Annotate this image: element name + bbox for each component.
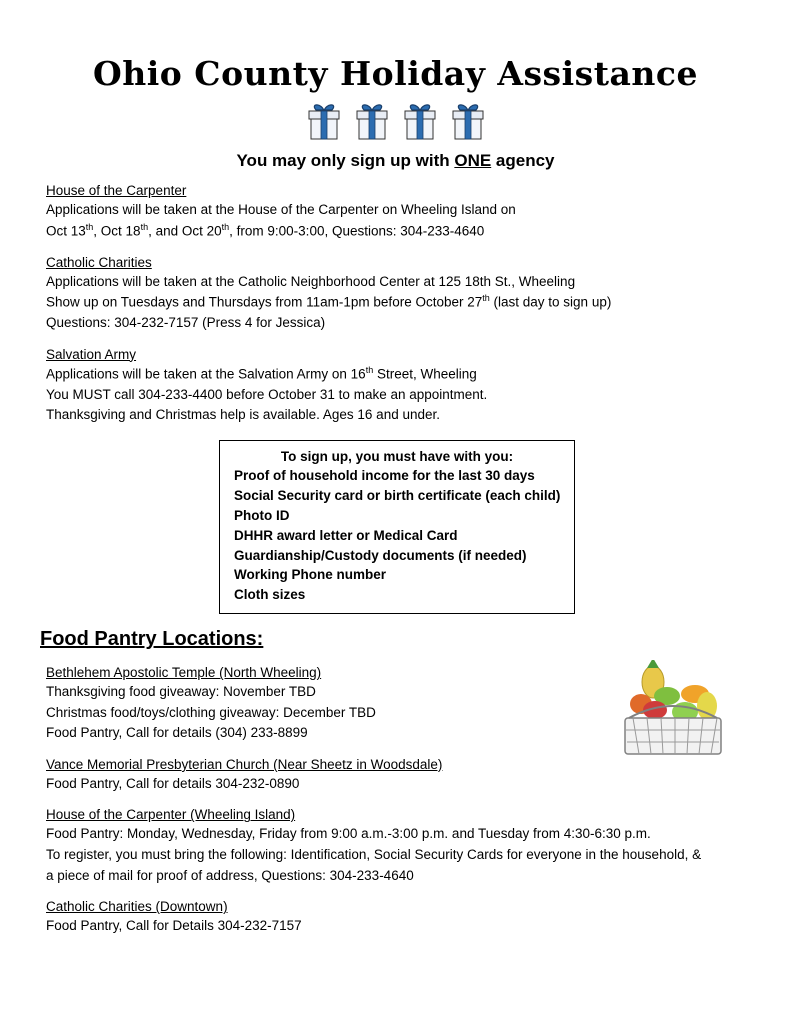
agency-line: Show up on Tuesdays and Thursdays from 11am-1pm before October 27th (last day to sign up) bbox=[46, 293, 612, 310]
pantry-line: To register, you must bring the following: Identification, Social Security Cards for everyone in the household, & bbox=[46, 846, 702, 862]
requirements-box bbox=[219, 440, 575, 615]
gift-box-icon bbox=[400, 101, 440, 145]
agency-section bbox=[46, 347, 745, 426]
pantry-line: Food Pantry, Call for Details 304-232-7157 bbox=[46, 918, 302, 934]
food-pantry-heading: Food Pantry Locations: bbox=[40, 628, 264, 651]
page-title: Ohio County Holiday Assistance bbox=[93, 54, 698, 93]
signup-notice-before: You may only sign up with bbox=[236, 151, 455, 170]
agency-line: Applications will be taken at the Salvation Army on 16th Street, Wheeling bbox=[46, 364, 477, 382]
agency-line: Applications will be taken at the House of the Carpenter on Wheeling Island on bbox=[46, 202, 516, 217]
gift-icon-row bbox=[46, 99, 745, 145]
gift-box-icon bbox=[448, 101, 488, 145]
agency-line: Oct 13th, Oct 18th, and Oct 20th, from 9:00-3:00, Questions: 304-233-4640 bbox=[46, 221, 485, 239]
agency-name: House of the Carpenter bbox=[46, 183, 187, 198]
signup-notice-after: agency bbox=[491, 151, 555, 170]
requirement-item: Cloth sizes bbox=[234, 587, 306, 603]
pantry-line: Food Pantry, Call for details 304-232-0890 bbox=[46, 775, 300, 791]
agency-name: Salvation Army bbox=[46, 346, 137, 362]
pantry-line: Food Pantry, Call for details (304) 233-8899 bbox=[46, 725, 308, 741]
pantry-name: Catholic Charities (Downtown) bbox=[46, 899, 228, 915]
pantry-location bbox=[46, 899, 745, 937]
requirements-title: To sign up, you must have with you: bbox=[280, 448, 514, 464]
requirement-item: DHHR award letter or Medical Card bbox=[234, 527, 458, 543]
pantry-line: Thanksgiving food giveaway: November TBD bbox=[46, 684, 316, 700]
agency-line: Applications will be taken at the Catholic Neighborhood Center at 125 18th St., Wheeling bbox=[46, 273, 576, 289]
gift-box-icon bbox=[352, 101, 392, 145]
agency-line: Thanksgiving and Christmas help is available. Ages 16 and under. bbox=[46, 407, 440, 423]
pantry-line: Food Pantry: Monday, Wednesday, Friday from 9:00 a.m.-3:00 p.m. and Tuesday from 4:30-6:30 p.m. bbox=[46, 826, 651, 842]
pantry-name: Bethlehem Apostolic Temple (North Wheeling) bbox=[46, 665, 322, 681]
requirement-item: Working Phone number bbox=[234, 567, 387, 583]
requirement-item: Social Security card or birth certificate (each child) bbox=[234, 487, 561, 503]
requirement-item: Photo ID bbox=[234, 507, 290, 523]
requirement-item: Guardianship/Custody documents (if needed) bbox=[234, 547, 527, 563]
requirement-item: Proof of household income for the last 30 days bbox=[234, 467, 535, 483]
agency-section bbox=[46, 255, 745, 334]
signup-notice-emphasis: ONE bbox=[454, 151, 492, 170]
pantry-name: House of the Carpenter (Wheeling Island) bbox=[46, 807, 296, 823]
pantry-name: Vance Memorial Presbyterian Church (Near Sheetz in Woodsdale) bbox=[46, 756, 443, 772]
pantry-line: a piece of mail for proof of address, Questions: 304-233-4640 bbox=[46, 867, 414, 883]
agency-section bbox=[46, 183, 745, 242]
pantry-line: Christmas food/toys/clothing giveaway: December TBD bbox=[46, 704, 376, 720]
gift-box-icon bbox=[304, 101, 344, 145]
food-basket-icon bbox=[595, 660, 745, 770]
pantry-location bbox=[46, 807, 745, 886]
agency-line: You MUST call 304-233-4400 before October 31 to make an appointment. bbox=[46, 386, 488, 402]
agency-name: Catholic Charities bbox=[46, 254, 152, 270]
signup-notice bbox=[46, 151, 745, 171]
agency-line: Questions: 304-232-7157 (Press 4 for Jessica) bbox=[46, 315, 326, 331]
